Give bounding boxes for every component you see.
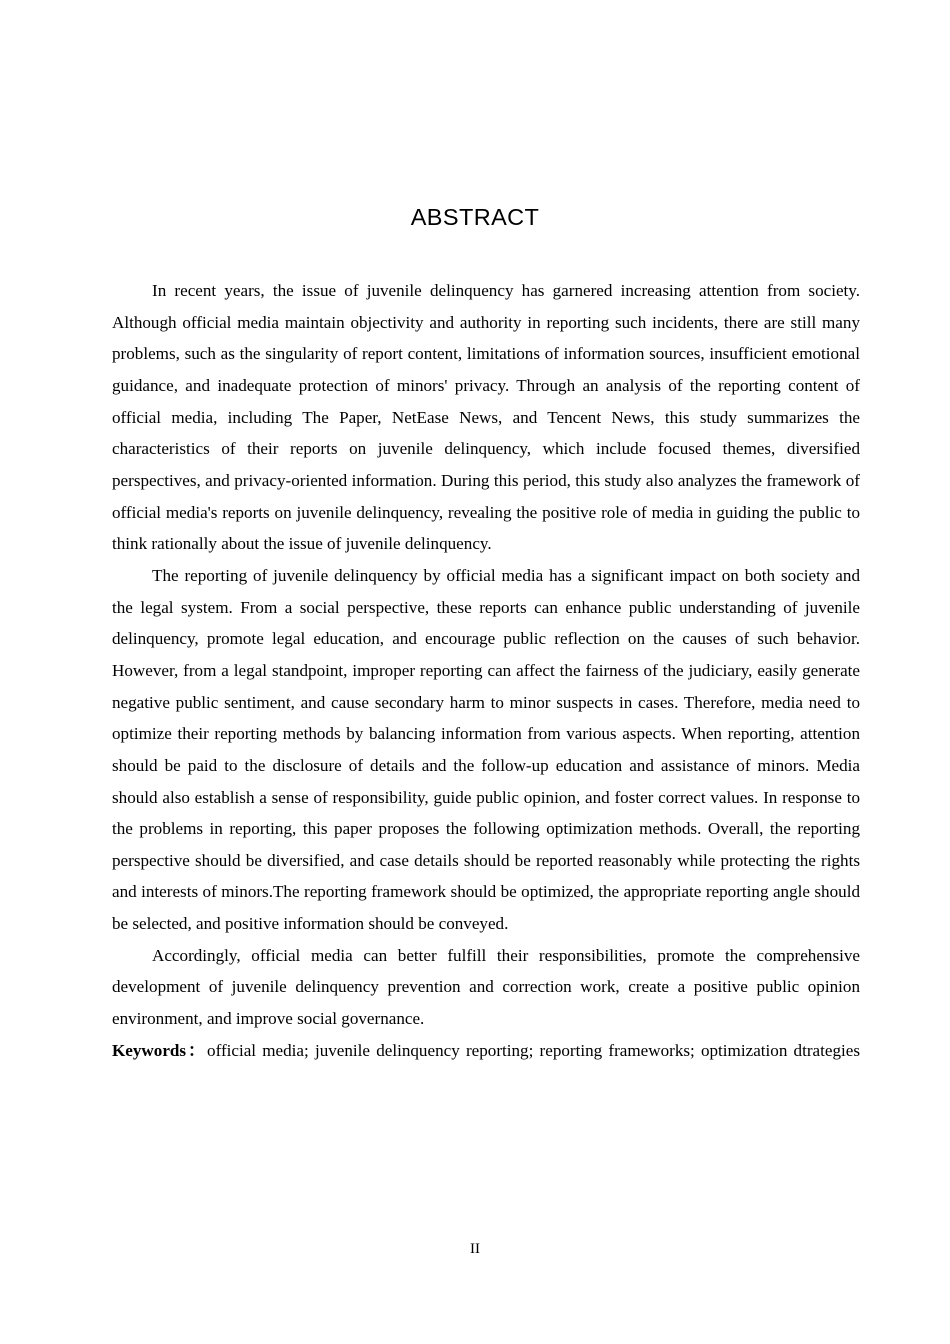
page-title: ABSTRACT — [410, 204, 540, 230]
keywords-line — [112, 1035, 860, 1098]
page-number: II — [470, 1241, 480, 1257]
abstract-body — [112, 275, 860, 1098]
keywords-values: official media; juvenile delinquency reporting; reporting frameworks; optimization dtrategies — [207, 1040, 861, 1060]
keywords-label: Keywords — [112, 1040, 187, 1060]
paragraph-1: In recent years, the issue of juvenile delinquency has garnered increasing attention from society. Although official media maintain objectivity and authority in reporting such incidents, there are still many problems, such as the singularity of report content, limitations of information sources, insufficient emotional guidance, and inadequate protection of minors' privacy. Through an analysis of the reporting content of official media, including The Paper, NetEase News, and Tencent News, this study summarizes the characteristics of their reports on juvenile delinquency, which include focused themes, diversified perspectives, and privacy-oriented information. During this period, this study also analyzes the framework of official media's reports on juvenile delinquency, revealing the positive role of media in guiding the public to think rationally about the issue of juvenile delinquency. — [112, 281, 860, 554]
keywords-colon: ： — [186, 1040, 208, 1060]
paragraph-3: Accordingly, official media can better fulfill their responsibilities, promote the comprehensive development of juvenile delinquency prevention and correction work, create a positive public opinion environment, and improve social governance. — [112, 945, 860, 1029]
paragraph-2: The reporting of juvenile delinquency by official media has a significant impact on both society and the legal system. From a social perspective, these reports can enhance public understanding of juvenile delinquency, promote legal education, and encourage public reflection on the causes of such behavior. However, from a legal standpoint, improper reporting can affect the fairness of the judiciary, easily generate negative public sentiment, and cause secondary harm to minor suspects in cases. Therefore, media need to optimize their reporting methods by balancing information from various aspects. When reporting, attention should be paid to the disclosure of details and the follow-up education and assistance of minors. Media should also establish a sense of responsibility, guide public opinion, and foster correct values. In response to the problems in reporting, this paper proposes the following optimization methods. Overall, the reporting perspective should be diversified, and case details should be reported reasonably while protecting the rights and interests of minors.The reporting framework should be optimized, the appropriate reporting angle should be selected, and positive information should be conveyed. — [112, 565, 860, 934]
